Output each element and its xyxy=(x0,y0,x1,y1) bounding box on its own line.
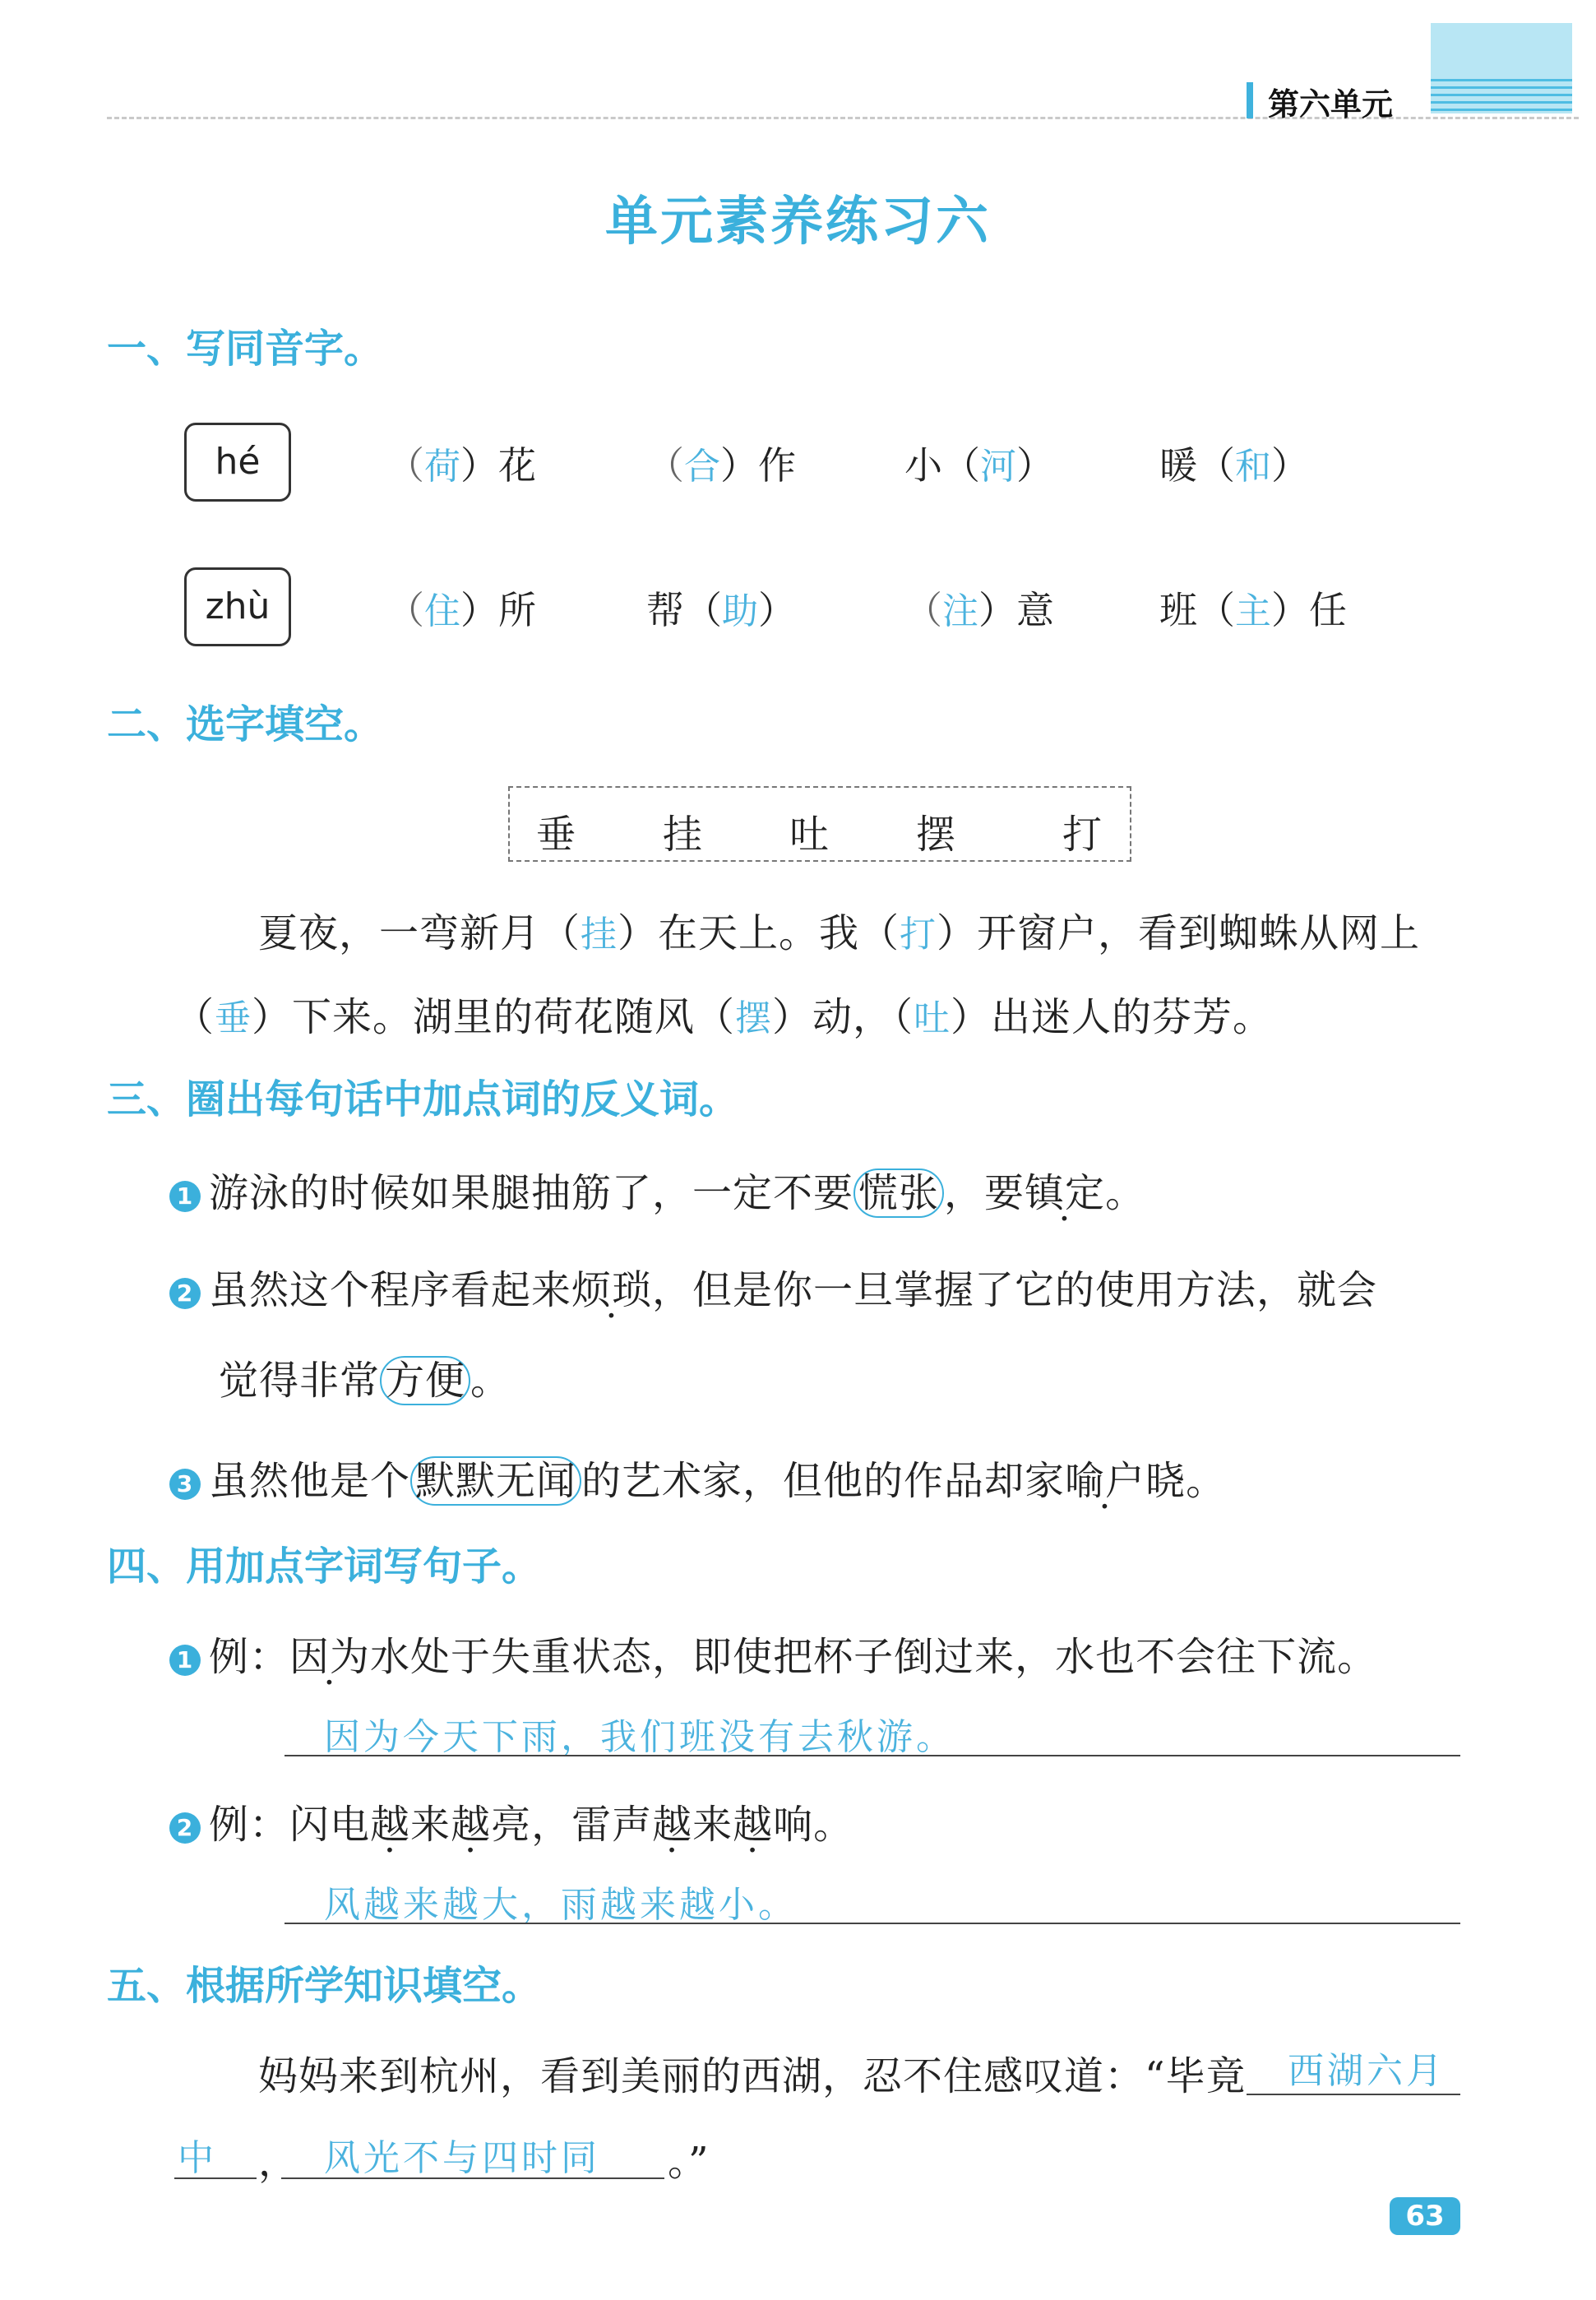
homophone-item: （注）意 xyxy=(904,588,1054,632)
homophone-item: 暖（和） xyxy=(1159,443,1309,488)
answer: 注 xyxy=(942,590,978,632)
handwritten-answer: 风光不与四时同 xyxy=(324,2137,600,2179)
homophone-item: 小（河） xyxy=(904,443,1054,488)
section-2-heading: 二、选字填空。 xyxy=(107,701,384,747)
antonym-item-continued: 觉得非常 方便 。 xyxy=(219,1358,511,1404)
antonym-item: 2 虽然这个程序看起来烦琐，但是你一旦掌握了它的使用方法，就会 xyxy=(169,1258,1377,1315)
word-option: 摆 xyxy=(916,812,956,858)
pinyin-box-zhu: zhù xyxy=(184,567,291,646)
answer: 助 xyxy=(722,590,758,632)
unit-label: 第六单元 xyxy=(1268,86,1394,123)
homophone-item: 帮（助） xyxy=(646,588,796,632)
pinyin-box-he: hé xyxy=(184,423,291,502)
answer: 住 xyxy=(424,590,460,632)
dotted-word: 镇定 xyxy=(1025,1170,1106,1216)
word-option: 吐 xyxy=(789,812,830,858)
section-5-heading: 五、根据所学知识填空。 xyxy=(107,1963,542,2009)
example-sentence: 2 例：闪电越来越亮，雷声越来越响。 xyxy=(169,1793,854,1849)
fill-paragraph-line: （垂）下来。湖里的荷花随风（摆）动，（吐）出迷人的芬芳。 xyxy=(174,994,1274,1040)
circled-word: 方便 xyxy=(380,1356,470,1405)
handwritten-answer: 风越来越大，雨越来越小。 xyxy=(324,1884,798,1926)
handwritten-answer: 西湖六月 xyxy=(1288,2050,1446,2092)
circled-word: 慌张 xyxy=(854,1169,944,1218)
answer-line xyxy=(285,1755,1460,1756)
fill-sentence: 妈妈来到杭州，看到美丽的西湖，忍不住感叹道：“毕竟 xyxy=(258,2053,1247,2099)
word-bank xyxy=(508,786,1131,862)
fill-paragraph-line: 夏夜，一弯新月（挂）在天上。我（打）开窗户，看到蜘蛛从网上 xyxy=(258,910,1421,956)
word-option: 打 xyxy=(1062,812,1103,858)
circled-word: 默默无闻 xyxy=(410,1456,581,1506)
answer-line xyxy=(1247,2094,1460,2095)
section-1-heading: 一、写同音字。 xyxy=(107,326,384,372)
answer: 主 xyxy=(1235,590,1271,632)
answer: 和 xyxy=(1235,446,1271,488)
example-sentence: 1 例：因为水处于失重状态，即使把杯子倒过来，水也不会往下流。 xyxy=(169,1625,1377,1682)
answer: 荷 xyxy=(424,446,460,488)
comma: ， xyxy=(258,2139,299,2185)
header-accent-bar xyxy=(1247,82,1253,118)
answer: 合 xyxy=(684,446,720,488)
homophone-item: 班（主）任 xyxy=(1159,588,1347,632)
antonym-item: 3 虽然他是个 默默无闻 的艺术家，但他的作品却家喻户晓。 xyxy=(169,1449,1226,1506)
answer-line xyxy=(285,1923,1460,1924)
word-option: 挂 xyxy=(663,812,703,858)
section-4-heading: 四、用加点字词写句子。 xyxy=(107,1543,542,1590)
corner-stripes xyxy=(1431,79,1572,113)
antonym-item: 1 游泳的时候如果腿抽筋了，一定不要 慌张 ，要镇定。 xyxy=(169,1161,1145,1218)
homophone-item: （合）作 xyxy=(646,443,796,488)
word-option: 垂 xyxy=(536,812,576,858)
handwritten-answer: 因为今天下雨，我们班没有去秋游。 xyxy=(324,1716,955,1758)
closing-quote: 。” xyxy=(668,2139,710,2185)
homophone-item: （荷）花 xyxy=(386,443,536,488)
dotted-word: 烦琐 xyxy=(571,1267,653,1313)
section-3-heading: 三、圈出每句话中加点词的反义词。 xyxy=(107,1076,739,1122)
homophone-item: （住）所 xyxy=(386,588,536,632)
answer-line xyxy=(174,2177,257,2179)
handwritten-answer: 中 xyxy=(178,2137,217,2179)
dotted-word: 家喻户晓 xyxy=(1025,1458,1187,1504)
answer-line xyxy=(281,2177,664,2179)
page-title: 单元素养练习六 xyxy=(605,192,991,252)
page-number: 63 xyxy=(1390,2197,1460,2235)
answer: 河 xyxy=(980,446,1016,488)
